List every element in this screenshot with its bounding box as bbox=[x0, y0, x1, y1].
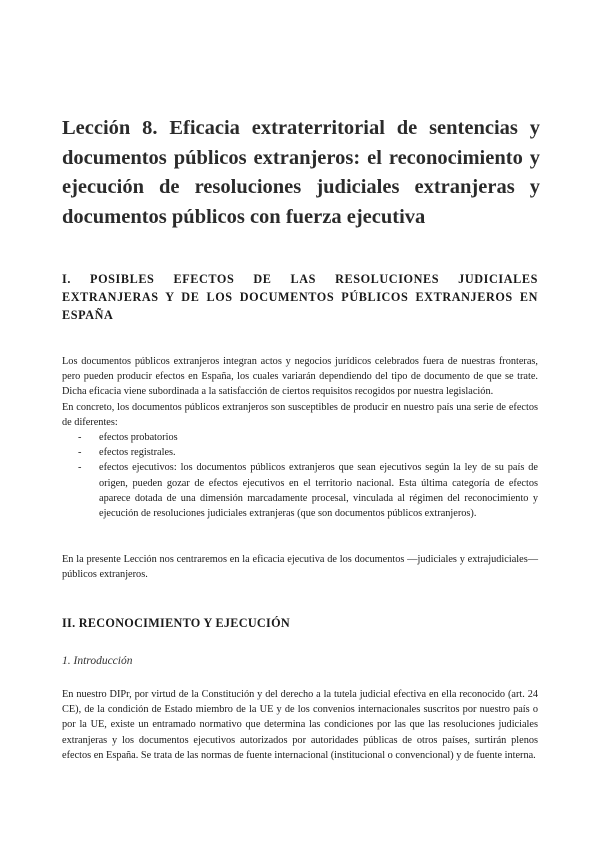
list-item bbox=[62, 460, 538, 521]
section-1-paragraph-3: En la presente Lección nos centraremos en la eficacia ejecutiva de los documentos —judiciales y extrajudiciales— públicos extranjeros. bbox=[62, 554, 538, 581]
section-1-heading bbox=[62, 270, 538, 324]
effects-list bbox=[62, 430, 538, 521]
dash-bullet: - bbox=[78, 447, 82, 459]
section-1-paragraph-1: Los documentos públicos extranjeros integran actos y negocios jurídicos celebrados fuera de nuestras fronteras, pero pueden producir efectos en España, los cuales variarán dependiendo del tipo de documento de que se trate. Dicha eficacia viene subordinada a la satisfacción de ciertos requisitos recogidos por nuestra legislación. bbox=[62, 356, 538, 398]
section-1-paragraph-2: En concreto, los documentos públicos extranjeros son susceptibles de producir en nuestro país una serie de efectos de diferentes: bbox=[62, 402, 538, 429]
list-item bbox=[62, 445, 538, 460]
section-1-heading-line-3: ESPAÑA bbox=[62, 308, 114, 322]
section-2-paragraph-1: En nuestro DIPr, por virtud de la Constitución y del derecho a la tutela judicial efectiva en ella reconocido (art. 24 CE), de la condición de Estado miembro de la UE y de los convenios internacionales suscritos por nuestro país o por la UE, existe un entramado normativo que determina las condiciones por las que las resoluciones judiciales extranjeras y los documentos ejecutivos autorizados por autoridades públicas de otros países, surtirán plenos efectos en España. Se trata de las normas de fuente internacional (institucional o convencional) y de fuente interna. bbox=[62, 689, 538, 761]
list-item-text: efectos registrales. bbox=[99, 447, 176, 459]
dash-bullet: - bbox=[78, 462, 82, 474]
list-item-text: efectos ejecutivos: los documentos públicos extranjeros que sean ejecutivos según la ley de su país de origen, pueden gozar de efectos ejecutivos en el territorio nacional. Esta última categoría de efectos aparece dotada de una dimensión marcadamente procesal, vinculada al régimen del reconocimiento y ejecución de resoluciones judiciales extranjeras (que son documentos públicos extranjeros). bbox=[99, 462, 538, 520]
list-item-text: efectos probatorios bbox=[99, 432, 178, 443]
lesson-title: Lección 8. Eficacia extraterritorial de sentencias y documentos públicos extranjeros: el reconocimiento y ejecución de resoluciones judiciales extranjeras y documentos públicos con fuerza ejecutiva bbox=[62, 117, 540, 228]
section-1-heading-line-1: I. POSIBLES EFECTOS DE LAS RESOLUCIONES JUDICIALES bbox=[62, 272, 538, 286]
subsection-heading: 1. Introducción bbox=[62, 655, 133, 667]
section-2-heading: II. RECONOCIMIENTO Y EJECUCIÓN bbox=[62, 616, 290, 630]
dash-bullet: - bbox=[78, 432, 82, 443]
list-item bbox=[62, 430, 538, 445]
section-1-heading-line-2: EXTRANJERAS Y DE LOS DOCUMENTOS PÚBLICOS EXTRANJEROS EN bbox=[62, 290, 538, 304]
